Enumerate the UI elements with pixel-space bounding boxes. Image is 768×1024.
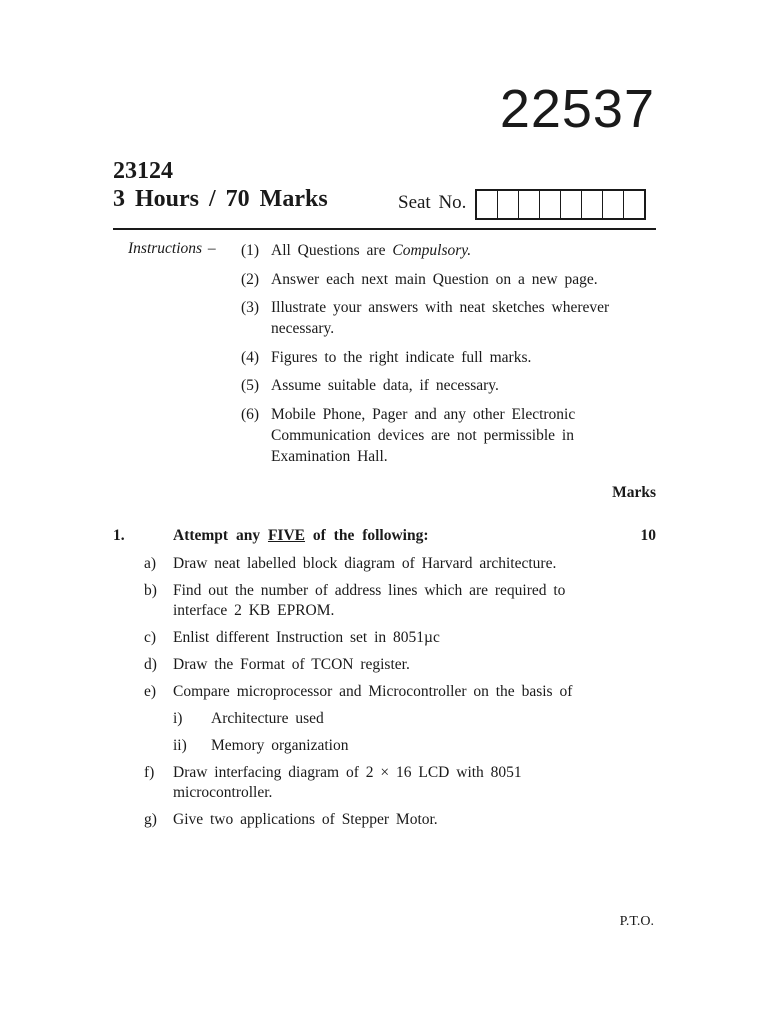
header-rule: [113, 228, 656, 230]
instruction-number: (3): [241, 299, 260, 316]
question-list: [144, 554, 604, 837]
sub-item-text: Architecture used: [211, 710, 324, 727]
list-item: [144, 628, 604, 648]
instruction-text: All Questions are Compulsory.: [271, 242, 472, 259]
item-letter: c): [144, 629, 157, 646]
instruction-item: [241, 240, 636, 261]
sub-item-number: i): [173, 710, 183, 727]
instruction-text: Assume suitable data, if necessary.: [271, 377, 499, 394]
instruction-text: Illustrate your answers with neat sketches wherever necessary.: [271, 299, 610, 337]
instruction-text: Figures to the right indicate full marks.: [271, 348, 532, 366]
seat-number-box: [498, 191, 519, 218]
sub-item-text: Memory organization: [211, 737, 349, 754]
instruction-text: Mobile Phone, Pager and any other Electronic Communication devices are not permissible in Examination Hall.: [271, 405, 576, 465]
list-item: [144, 655, 604, 675]
seat-number-label: Seat No.: [398, 192, 467, 213]
item-letter: b): [144, 582, 157, 599]
instruction-item: [241, 347, 636, 368]
instruction-item: [241, 375, 636, 396]
question-marks: 10: [640, 527, 656, 544]
instruction-text: Answer each next main Question on a new page.: [271, 270, 598, 288]
seat-number-boxes: [475, 189, 646, 220]
item-letter: e): [144, 683, 157, 700]
paper-code: 22537: [499, 79, 655, 139]
instruction-number: (4): [241, 348, 260, 366]
instruction-number: (2): [241, 270, 260, 288]
instruction-item: [241, 404, 636, 467]
item-letter: f): [144, 764, 155, 781]
instruction-number: (6): [241, 405, 260, 423]
list-item: [144, 763, 604, 803]
item-text: Draw interfacing diagram of 2 × 16 LCD with 8051 microcontroller.: [173, 764, 522, 801]
duration-marks: 3 Hours / 70 Marks: [113, 186, 328, 212]
marks-column-heading: Marks: [612, 484, 656, 501]
question-number: 1.: [113, 527, 125, 544]
seat-number-box: [582, 191, 603, 218]
instruction-number: (5): [241, 377, 260, 394]
instructions-label: Instructions –: [128, 240, 216, 257]
item-text: Give two applications of Stepper Motor.: [173, 811, 438, 828]
subject-code: 23124: [113, 158, 173, 184]
sub-list-item: [173, 736, 604, 756]
list-item: [144, 554, 604, 574]
instruction-emphasis: Compulsory.: [392, 242, 472, 259]
instruction-item: [241, 297, 636, 339]
list-item: [144, 682, 604, 702]
item-text: Draw the Format of TCON register.: [173, 656, 410, 673]
please-turn-over: P.T.O.: [619, 914, 654, 929]
instruction-number: (1): [241, 242, 260, 259]
question-heading: Attempt any FIVE of the following:: [173, 527, 429, 544]
seat-number-box: [561, 191, 582, 218]
item-text: Compare microprocessor and Microcontroller on the basis of: [173, 683, 573, 700]
item-text: Draw neat labelled block diagram of Harvard architecture.: [173, 555, 557, 572]
sub-item-number: ii): [173, 737, 187, 754]
seat-number-box: [519, 191, 540, 218]
item-text: Enlist different Instruction set in 8051µc: [173, 629, 440, 646]
instructions-list: [241, 240, 636, 474]
item-letter: a): [144, 555, 157, 572]
item-letter: d): [144, 656, 157, 673]
sub-list-item: [173, 709, 604, 729]
seat-number-box: [624, 191, 644, 218]
item-text: Find out the number of address lines which are required to interface 2 KB EPROM.: [173, 582, 566, 619]
seat-number-box: [477, 191, 498, 218]
list-item: [144, 810, 604, 830]
question-heading-emphasis: FIVE: [267, 527, 306, 544]
seat-number-box: [540, 191, 561, 218]
item-letter: g): [144, 811, 157, 828]
list-item: [144, 581, 604, 621]
instruction-item: [241, 269, 636, 290]
seat-number-box: [603, 191, 624, 218]
